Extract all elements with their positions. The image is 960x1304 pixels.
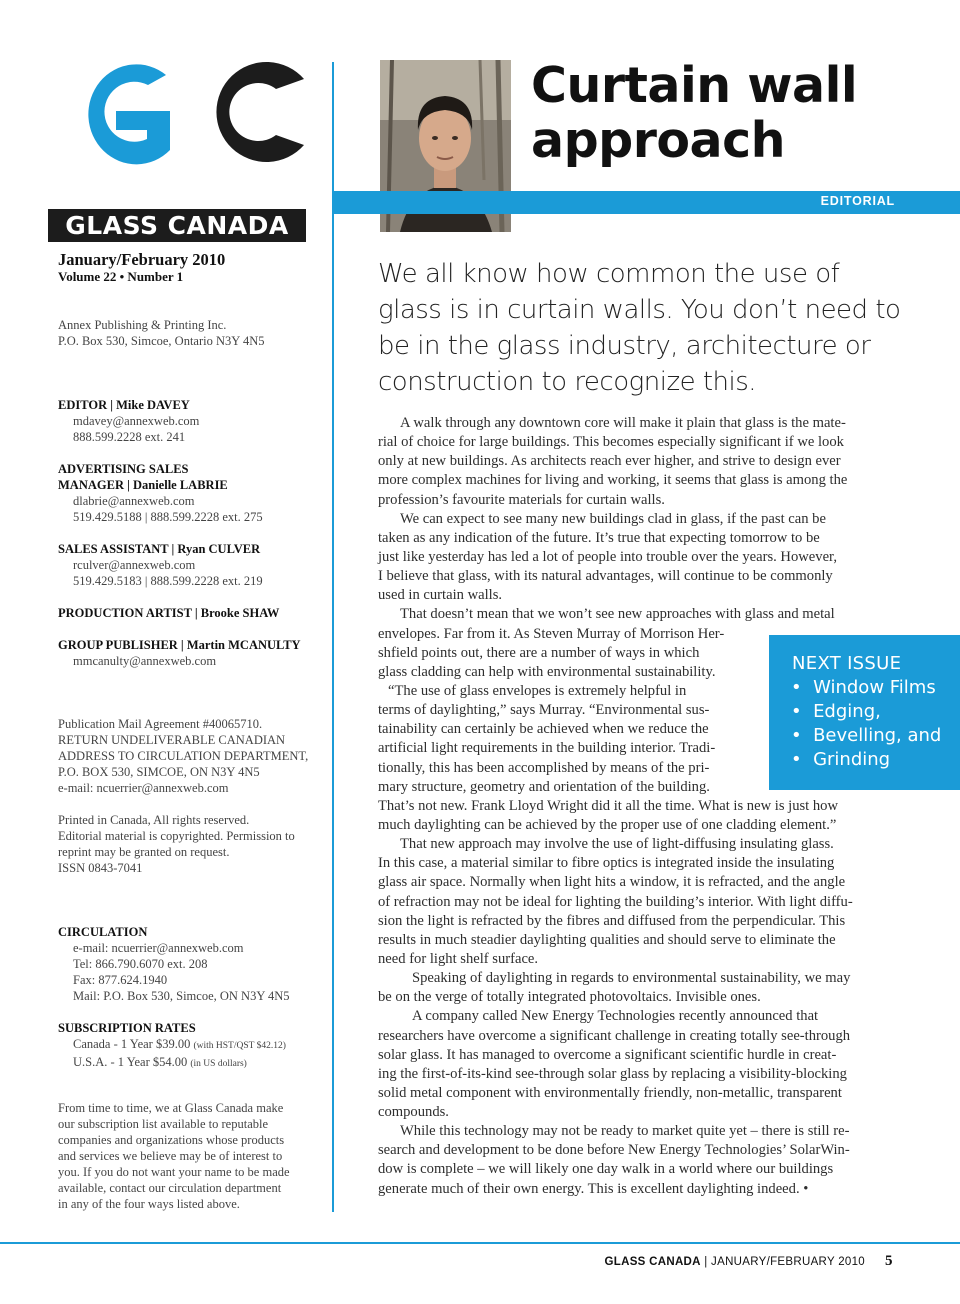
rights-notice: Printed in Canada, All rights reserved. Editorial material is copyrighted. Permission to reprint may be granted on request. ISSN 0843-7041 <box>58 813 295 875</box>
article-lede: We all know how common the use of glass is in curtain walls. You don’t need to be in the glass industry, architecture or construction to recognize this. <box>378 259 901 397</box>
glass-canada-logo <box>48 45 308 173</box>
article-line: terms of daylighting,” says Murray. “Environmental sus- <box>378 702 710 719</box>
article-line: solar glass. It has managed to overcome a significant scientific hurdle in creat- <box>378 1046 837 1063</box>
article-line: tionally, this has been accomplished by means of the pri- <box>378 759 710 776</box>
article-line: glass air space. Normally when light hits a window, it is refracted, and the angle <box>378 874 846 891</box>
article-line: tainability can certainly be achieved when we reduce the <box>378 721 709 738</box>
article-line: A walk through any downtown core will make it plain that glass is the mate- <box>400 415 846 431</box>
article-line: sion the light is refracted by the fibres and diffused from the perpendicular. This <box>378 912 846 929</box>
article-paragraph <box>378 1007 893 1122</box>
next-issue-item: • Grinding <box>791 749 891 770</box>
staff-advertising: ADVERTISING SALES MANAGER | Danielle LABRIE dlabrie@annexweb.com 519.429.5188 | 888.599.2228 ext. 275 <box>58 462 263 524</box>
article-line: just like yesterday has led a lot of people into trouble over the years. However, <box>378 548 837 565</box>
issue-volume: Volume 22 • Number 1 <box>58 269 184 284</box>
article-line: “The use of glass envelopes is extremely helpful in <box>388 682 687 699</box>
article-paragraph <box>378 1122 893 1199</box>
article-line: compounds. <box>378 1104 449 1121</box>
next-issue-item: • Edging, <box>791 701 881 722</box>
article-line: dow is complete – we will likely one day walk in a world where our buildings <box>378 1161 834 1178</box>
article-line: envelopes. Far from it. As Steven Murray of Morrison Her- <box>378 625 725 642</box>
article-paragraph <box>378 414 893 510</box>
footer-rule <box>0 1242 960 1244</box>
staff-editor: EDITOR | Mike DAVEY mdavey@annexweb.com 888.599.2228 ext. 241 <box>58 398 200 444</box>
article-line: That new approach may involve the use of light-diffusing insulating glass. <box>400 836 834 853</box>
article-line: ing the first-of-its-kind see-through solar glass by replacing a visibility-blocking <box>378 1065 847 1082</box>
article-paragraph <box>378 969 893 1007</box>
privacy-notice: From time to time, we at Glass Canada make our subscription list available to reputable companies and organizations whose products and services we believe may be of interest to you. If you do not want your name to be made available, contact our circulation department in any of the four ways listed above. <box>58 1101 290 1211</box>
article-line: of refraction may not be ideal for lighting the building’s interior. With light diffu- <box>378 893 853 910</box>
article-line: researchers have overcome a significant challenge in creating totally see-through <box>378 1027 851 1044</box>
article-line: be on the verge of totally integrated photovoltaics. Invisible ones. <box>378 989 761 1006</box>
article-line: That doesn’t mean that we won’t see new approaches with glass and metal <box>400 606 835 623</box>
article-line: While this technology may not be ready to market quite yet – there is still re- <box>400 1123 850 1140</box>
mail-agreement: Publication Mail Agreement #40065710. RETURN UNDELIVERABLE CANADIAN ADDRESS TO CIRCULATION DEPARTMENT, P.O. BOX 530, SIMCOE, ON N3Y 4N5 e-mail: ncuerrier@annexweb.com <box>58 717 309 795</box>
section-label: EDITORIAL <box>820 194 895 208</box>
article-line: solid metal component with environmentally friendly, non-metallic, transparent <box>378 1084 842 1101</box>
article-line: Speaking of daylighting in regards to environmental sustainability, we may <box>412 970 851 987</box>
circulation: CIRCULATION e-mail: ncuerrier@annexweb.com Tel: 866.790.6070 ext. 208 Fax: 877.624.1940 Mail: P.O. Box 530, Simcoe, ON N3Y 4N5 <box>58 925 290 1003</box>
article-line: In this case, a material similar to fibre optics is integrated inside the insulating <box>378 855 835 872</box>
next-issue-title: NEXT ISSUE <box>792 653 902 674</box>
article-line: search and development to be done before New Energy Technologies’ SolarWin- <box>378 1142 850 1159</box>
article-line: glass cladding can help with environmental sustainability. <box>378 663 716 680</box>
article-body <box>378 414 893 1199</box>
brand-name-bar: GLASS CANADA <box>48 209 306 242</box>
next-issue-item: • Window Films <box>791 677 936 698</box>
article-title: Curtain wall approach <box>531 57 858 169</box>
article-line: That’s not new. Frank Lloyd Wright did it all the time. What is new is just how <box>378 797 839 814</box>
column-divider <box>332 62 334 1212</box>
article-paragraph <box>378 835 893 969</box>
article-line: only at new buildings. As architects reach ever higher, and strive to design ever <box>378 453 841 470</box>
article-line: rial of choice for large buildings. This becomes especially significant if we look <box>378 434 844 451</box>
issue-date: January/February 2010 <box>58 250 226 269</box>
article-line: results in much steadier daylighting qualities and should serve to eliminate the <box>378 931 836 948</box>
article-line: shfield points out, there are a number of ways in which <box>378 644 700 661</box>
publisher-address: Annex Publishing & Printing Inc. P.O. Box 530, Simcoe, Ontario N3Y 4N5 <box>58 318 265 348</box>
article-paragraph <box>378 510 893 606</box>
page-number: 5 <box>885 1253 893 1269</box>
article-line: much daylighting can be achieved by the proper use of one cladding element.” <box>378 816 837 833</box>
article-line: I believe that glass, with its natural advantages, will continue to be commonly <box>378 568 833 585</box>
staff-sales-assistant: SALES ASSISTANT | Ryan CULVER rculver@annexweb.com 519.429.5183 | 888.599.2228 ext. 219 <box>58 542 263 588</box>
footer-issue: GLASS CANADA | JANUARY/FEBRUARY 2010 <box>604 1256 865 1268</box>
article-line: artificial light requirements in the building interior. Tradi- <box>378 740 716 757</box>
article-line: more complex machines for living and working, it seems that glass is among the <box>378 472 848 489</box>
article-line: A company called New Energy Technologies recently announced that <box>412 1008 819 1025</box>
article-line: profession’s favourite materials for curtain walls. <box>378 491 665 508</box>
article-line: generate much of their own energy. This is excellent daylighting indeed. • <box>378 1180 809 1197</box>
article-line: taken as any indication of the future. It’s true that expecting tomorrow to be <box>378 529 820 546</box>
staff-publisher: GROUP PUBLISHER | Martin MCANULTY mmcanulty@annexweb.com <box>58 638 301 668</box>
next-issue-box <box>769 635 960 790</box>
article-line: We can expect to see many new buildings clad in glass, if the past can be <box>400 510 826 527</box>
subscription-rates: SUBSCRIPTION RATES Canada - 1 Year $39.00 (with HST/QST $42.12) U.S.A. - 1 Year $54.00 (in US dollars) <box>58 1021 286 1069</box>
article-line: mary structure, geometry and orientation of the building. <box>378 778 710 795</box>
next-issue-item: • Bevelling, and <box>791 725 942 746</box>
staff-production: PRODUCTION ARTIST | Brooke SHAW <box>58 606 280 620</box>
article-line: need for light shelf surface. <box>378 950 539 967</box>
article-line: used in curtain walls. <box>378 587 503 604</box>
